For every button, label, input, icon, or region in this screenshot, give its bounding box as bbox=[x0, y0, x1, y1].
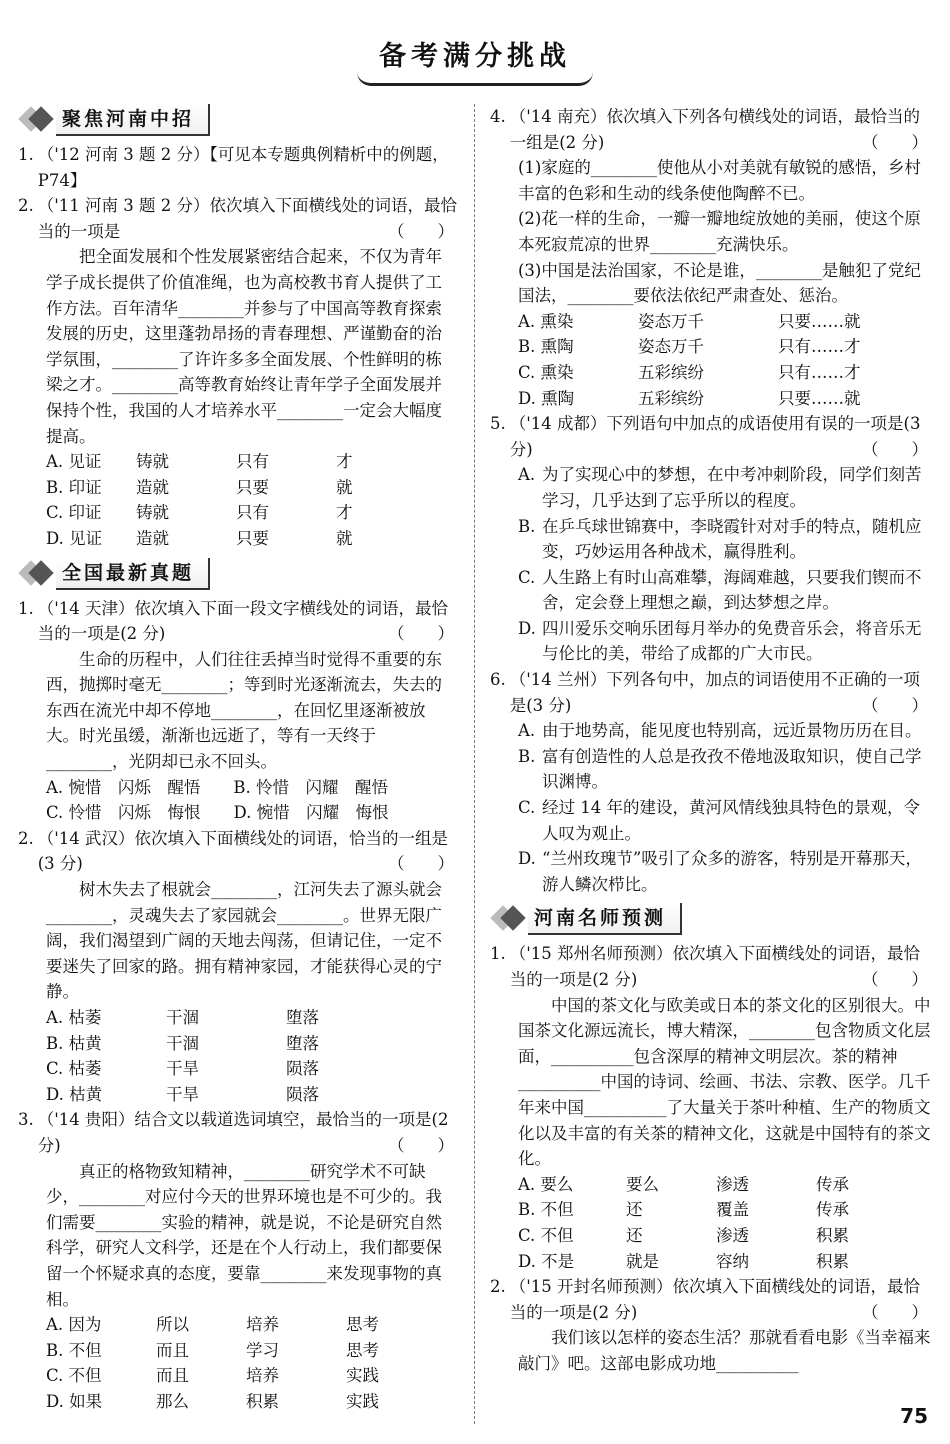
option-row[interactable]: A. 要么 要么 渗透 传承 bbox=[518, 1174, 849, 1194]
question: 1. （'12 河南 3 题 2 分）【可见本专题典例精析中的例题，P74】 bbox=[18, 142, 458, 193]
sentence: (1)家庭的________使他从小对美就有敏锐的感悟，乡村丰富的色彩和生动的线条使他陶醉不已。 bbox=[518, 158, 921, 203]
answer-blank[interactable]: （ ） bbox=[862, 439, 928, 459]
section-banner-henan-predict bbox=[490, 903, 932, 937]
section-title: 聚焦河南中招 bbox=[56, 104, 210, 136]
answer-blank[interactable]: （ ） bbox=[862, 1302, 928, 1322]
option-row[interactable]: A. 枯萎 干涸 堕落 bbox=[46, 1008, 319, 1027]
question: 2. （'11 河南 3 题 2 分）依次填入下面横线处的词语，最恰当的一项是 （ ） 把全面发展和个性发展紧密结合起来，不仅为青年学子成长提供了价值准绳，也为高校教书育人提供了工作方法。百年清华________并参与了中国高等教育探索发展的历史，这里蓬勃昂扬的青春理想、严谨勤奋的治学氛围，________了许许多多全面发展、个性鲜明的栋梁之才。________高等教育始终让青年学子全面发展并保持个性，我国的人才培养水平________一定会大幅度提高。 A. 见证 铸就 只有 才 B. 印证 造就 只要 就 C. 印证 铸就 只有 才 D. 见证 造就 只要 就 bbox=[18, 193, 458, 551]
option-row[interactable]: C. 枯萎 干旱 陨落 bbox=[46, 1059, 319, 1079]
option-row[interactable]: C. 怜惜 闪烁 悔恨 D. 惋惜 闪耀 悔恨 bbox=[46, 803, 389, 823]
option-row[interactable]: D. “兰州玫瑰节”吸引了众多的游客，特别是开幕那天，游人鳞次栉比。 bbox=[518, 849, 922, 894]
option-row[interactable]: B. 富有创造性的人总是孜孜不倦地汲取知识，使自己学识渊博。 bbox=[518, 746, 922, 792]
question-stem: （'14 兰州）下列各句中，加点的词语使用不正确的一项是(3 分) bbox=[509, 670, 921, 715]
question-stem: （'15 郑州名师预测）依次填入下面横线处的词语，最恰当的一项是(2 分) bbox=[509, 944, 921, 989]
sentence: (3)中国是法治国家，不论是谁，________是触犯了党纪国法，________要依法依纪严肃查处、惩治。 bbox=[518, 260, 921, 306]
option-row[interactable]: C. 不但 还 渗透 积累 bbox=[518, 1225, 849, 1245]
page-title: 备考满分挑战 bbox=[357, 28, 593, 86]
question-stem: （'14 成都）下列语句中加点的成语使用有误的一项是(3 分) bbox=[509, 414, 921, 459]
option-row[interactable]: D. 见证 造就 只要 就 bbox=[46, 528, 353, 548]
answer-blank[interactable]: （ ） bbox=[388, 624, 454, 644]
passage: 我们该以怎样的姿态生活？那就看看电影《当幸福来敲门》吧。这部电影成功地__________ bbox=[518, 1328, 931, 1373]
passage: 树木失去了根就会________，江河失去了源头就会________，灵魂失去了家园就会________。世界无限广阔，我们渴望到广阔的天地去闯荡，但请记住，一定不要迷失了回家的路。拥有精神家园，才能获得心灵的宁静。 bbox=[46, 880, 442, 1002]
option-row[interactable]: D. 不是 就是 容纳 积累 bbox=[518, 1251, 849, 1271]
option-row[interactable]: C. 经过 14 年的建设，黄河风情线独具特色的景观，令人叹为观止。 bbox=[518, 798, 920, 843]
option-row[interactable]: D. 枯黄 干旱 陨落 bbox=[46, 1084, 319, 1104]
question: 2. （'14 武汉）依次填入下面横线处的词语，恰当的一组是(3 分) （ ） 树木失去了根就会________，江河失去了源头就会________，灵魂失去了家园就会________。世界无限广阔，我们渴望到广阔的天地去闯荡，但请记住，一定不要迷失了回家的路。拥有精神家园，才能获得心灵的宁静。 A. 枯萎 干涸 堕落 B. 枯黄 干涸 堕落 C. 枯萎 干旱 陨落 D. 枯黄 干旱 陨落 bbox=[18, 826, 458, 1108]
passage: 把全面发展和个性发展紧密结合起来，不仅为青年学子成长提供了价值准绳，也为高校教书育人提供了工作方法。百年清华________并参与了中国高等教育探索发展的历史，这里蓬勃昂扬的青春理想、严谨勤奋的治学氛围，________了许许多多全面发展、个性鲜明的栋梁之才。________高等教育始终让青年学子全面发展并保持个性，我国的人才培养水平________一定会大幅度提高。 bbox=[46, 247, 442, 446]
option-row[interactable]: B. 熏陶 姿态万千 只有……才 bbox=[518, 337, 861, 357]
page-number: 75 bbox=[900, 1404, 928, 1428]
option-row[interactable]: D. 四川爱乐交响乐团每月举办的免费音乐会，将音乐无与伦比的美，带给了成都的广大市民。 bbox=[518, 618, 922, 664]
answer-blank[interactable]: （ ） bbox=[862, 970, 928, 989]
question-stem: （'11 河南 3 题 2 分）依次填入下面横线处的词语，最恰当的一项是 bbox=[37, 196, 458, 241]
answer-blank[interactable]: （ ） bbox=[388, 221, 454, 241]
passage: 真正的格物致知精神，________研究学术不可缺少，________对应付今天的世界环境也是不可少的。我们需要________实验的精神，就是说，不论是研究自然科学，研究人文科学，还是在个人行动上，我们都要保留一个怀疑求真的态度，要靠________来发现事物的真相。 bbox=[46, 1161, 442, 1309]
left-column bbox=[18, 104, 458, 1415]
option-row[interactable]: A. 见证 铸就 只有 才 bbox=[46, 452, 353, 472]
option-row[interactable]: C. 印证 铸就 只有 才 bbox=[46, 503, 353, 523]
option-row[interactable]: B. 印证 造就 只要 就 bbox=[46, 477, 353, 497]
question: 1. （'15 郑州名师预测）依次填入下面横线处的词语，最恰当的一项是(2 分) （ ） 中国的茶文化与欧美或日本的茶文化的区别很大。中国茶文化源远流长，博大精深，________包含物质文化层面，__________包含深厚的精神文明层次。茶的精神__________中国的诗词、绘画、书法、宗教、医学。几千年来中国__________了大量关于茶叶种植、生产的物质文化以及丰富的有关茶的精神文化，这就是中国特有的茶文化。 A. 要么 要么 渗透 传承 B. 不但 还 覆盖 传承 C. 不但 还 渗透 积累 D. 不是 就是 容纳 积累 bbox=[490, 941, 932, 1274]
option-row[interactable]: B. 枯黄 干涸 堕落 bbox=[46, 1033, 319, 1053]
column-divider bbox=[474, 104, 475, 1424]
answer-blank[interactable]: （ ） bbox=[388, 1135, 454, 1155]
section-banner-henan-exam bbox=[18, 104, 458, 138]
section-title: 全国最新真题 bbox=[56, 558, 210, 590]
option-row[interactable]: A. 为了实现心中的梦想，在中考冲刺阶段，同学们刻苦学习，几乎达到了忘乎所以的程度。 bbox=[518, 465, 922, 510]
answer-blank[interactable]: （ ） bbox=[862, 695, 928, 715]
option-row[interactable]: A. 因为 所以 培养 思考 bbox=[46, 1315, 379, 1335]
option-row[interactable]: C. 不但 而且 培养 实践 bbox=[46, 1366, 379, 1386]
option-row[interactable]: A. 由于地势高，能见度也特别高，远近景物历历在目。 bbox=[518, 721, 922, 741]
answer-blank[interactable]: （ ） bbox=[388, 854, 454, 874]
option-row[interactable]: C. 人生路上有时山高难攀，海阔难越，只要我们锲而不舍，定会登上理想之巅，到达梦想之岸。 bbox=[518, 567, 922, 613]
question: 3. （'14 贵阳）结合文以载道选词填空，最恰当的一项是(2 分) （ ） 真正的格物致知精神，________研究学术不可缺少，________对应付今天的世界环境也是不可少的。我们需要________实验的精神，就是说，不论是研究自然科学，研究人文科学，还是在个人行动上，我们都要保留一个怀疑求真的态度，要靠________来发现事物的真相。 A. 因为 所以 培养 思考 B. 不但 而且 学习 思考 C. 不但 而且 培养 实践 D. 如果 那么 积累 实践 bbox=[18, 1107, 458, 1414]
right-column bbox=[490, 104, 932, 1377]
passage: 生命的历程中，人们往往丢掉当时觉得不重要的东西，抛掷时毫无________；等到时光逐渐流去，失去的东西在流光中却不停地________，在回忆里逐渐被放大。时光虽缓，渐渐也远逝了，等有一天终于________，光阴却已永不回头。 bbox=[46, 649, 442, 772]
section-banner-national-exam bbox=[18, 558, 458, 592]
option-row[interactable]: D. 熏陶 五彩缤纷 只要……就 bbox=[518, 388, 861, 408]
answer-blank[interactable]: （ ） bbox=[862, 132, 928, 152]
question: 6. （'14 兰州）下列各句中，加点的词语使用不正确的一项是(3 分) （ ） A. 由于地势高，能见度也特别高，远近景物历历在目。 B. 富有创造性的人总是孜孜不倦地汲取知识，使自己学识渊博。 C. 经过 14 年的建设，黄河风情线独具特色的景观，令人叹为观止。 D. “兰州玫瑰节”吸引了众多的游客，特别是开幕那天，游人鳞次栉比。 bbox=[490, 667, 932, 897]
option-row[interactable]: C. 熏染 五彩缤纷 只有……才 bbox=[518, 362, 861, 382]
question-stem: （'12 河南 3 题 2 分）【可见本专题典例精析中的例题，P74】 bbox=[37, 145, 449, 190]
question: 2. （'15 开封名师预测）依次填入下面横线处的词语，最恰当的一项是(2 分) （ ） 我们该以怎样的姿态生活？那就看看电影《当幸福来敲门》吧。这部电影成功地__________ bbox=[490, 1274, 932, 1376]
question: 1. （'14 天津）依次填入下面一段文字横线处的词语，最恰当的一项是(2 分) （ ） 生命的历程中，人们往往丢掉当时觉得不重要的东西，抛掷时毫无________；等到时光逐渐流去，失去的东西在流光中却不停地________，在回忆里逐渐被放大。时光虽缓，渐渐也远逝了，等有一天终于________，光阴却已永不回头。 A. 惋惜 闪烁 醒悟 B. 怜惜 闪耀 醒悟 C. 怜惜 闪烁 悔恨 D. 惋惜 闪耀 悔恨 bbox=[18, 596, 458, 826]
option-row[interactable]: B. 不但 还 覆盖 传承 bbox=[518, 1200, 849, 1220]
question: 4. （'14 南充）依次填入下列各句横线处的词语，最恰当的一组是(2 分) （ ） (1)家庭的________使他从小对美就有敏锐的感悟，乡村丰富的色彩和生动的线条使他陶醉不已。 (2)花一样的生命，一瓣一瓣地绽放她的美丽，使这个原本死寂荒凉的世界________充满快乐。 (3)中国是法治国家，不论是谁，________是触犯了党纪国法，________要依法依纪严肃查处、惩治。 A. 熏染 姿态万千 只要……就 B. 熏陶 姿态万千 只有……才 C. 熏染 五彩缤纷 只有……才 D. 熏陶 五彩缤纷 只要……就 bbox=[490, 104, 932, 411]
page-header bbox=[0, 28, 950, 86]
passage: 中国的茶文化与欧美或日本的茶文化的区别很大。中国茶文化源远流长，博大精深，________包含物质文化层面，__________包含深厚的精神文明层次。茶的精神__________中国的诗词、绘画、书法、宗教、医学。几千年来中国__________了大量关于茶叶种植、生产的物质文化以及丰富的有关茶的精神文化，这就是中国特有的茶文化。 bbox=[518, 995, 931, 1169]
question-stem: （'15 开封名师预测）依次填入下面横线处的词语，最恰当的一项是(2 分) bbox=[509, 1277, 921, 1322]
option-row[interactable]: B. 不但 而且 学习 思考 bbox=[46, 1340, 379, 1360]
question-stem: （'14 贵阳）结合文以载道选词填空，最恰当的一项是(2 分) bbox=[37, 1110, 449, 1155]
section-title: 河南名师预测 bbox=[528, 903, 682, 935]
question-stem: （'14 南充）依次填入下列各句横线处的词语，最恰当的一组是(2 分) bbox=[509, 107, 921, 152]
question-stem: （'14 天津）依次填入下面一段文字横线处的词语，最恰当的一项是(2 分) bbox=[37, 598, 449, 644]
sentence: (2)花一样的生命，一瓣一瓣地绽放她的美丽，使这个原本死寂荒凉的世界________充满快乐。 bbox=[518, 209, 921, 254]
option-row[interactable]: D. 如果 那么 积累 实践 bbox=[46, 1391, 379, 1411]
question: 5. （'14 成都）下列语句中加点的成语使用有误的一项是(3 分) （ ） A. 为了实现心中的梦想，在中考冲刺阶段，同学们刻苦学习，几乎达到了忘乎所以的程度。 B. 在乒乓球世锦赛中，李晓霞针对对手的特点，随机应变，巧妙运用各种战术，赢得胜利。 C. 人生路上有时山高难攀，海阔难越，只要我们锲而不舍，定会登上理想之巅，到达梦想之岸。 D. 四川爱乐交响乐团每月举办的免费音乐会，将音乐无与伦比的美，带给了成都的广大市民。 bbox=[490, 411, 932, 667]
question-stem: （'14 武汉）依次填入下面横线处的词语，恰当的一组是(3 分) bbox=[37, 828, 449, 874]
option-row[interactable]: A. 熏染 姿态万千 只要……就 bbox=[518, 311, 861, 331]
option-row[interactable]: A. 惋惜 闪烁 醒悟 B. 怜惜 闪耀 醒悟 bbox=[46, 777, 389, 797]
option-row[interactable]: B. 在乒乓球世锦赛中，李晓霞针对对手的特点，随机应变，巧妙运用各种战术，赢得胜利。 bbox=[518, 516, 922, 562]
